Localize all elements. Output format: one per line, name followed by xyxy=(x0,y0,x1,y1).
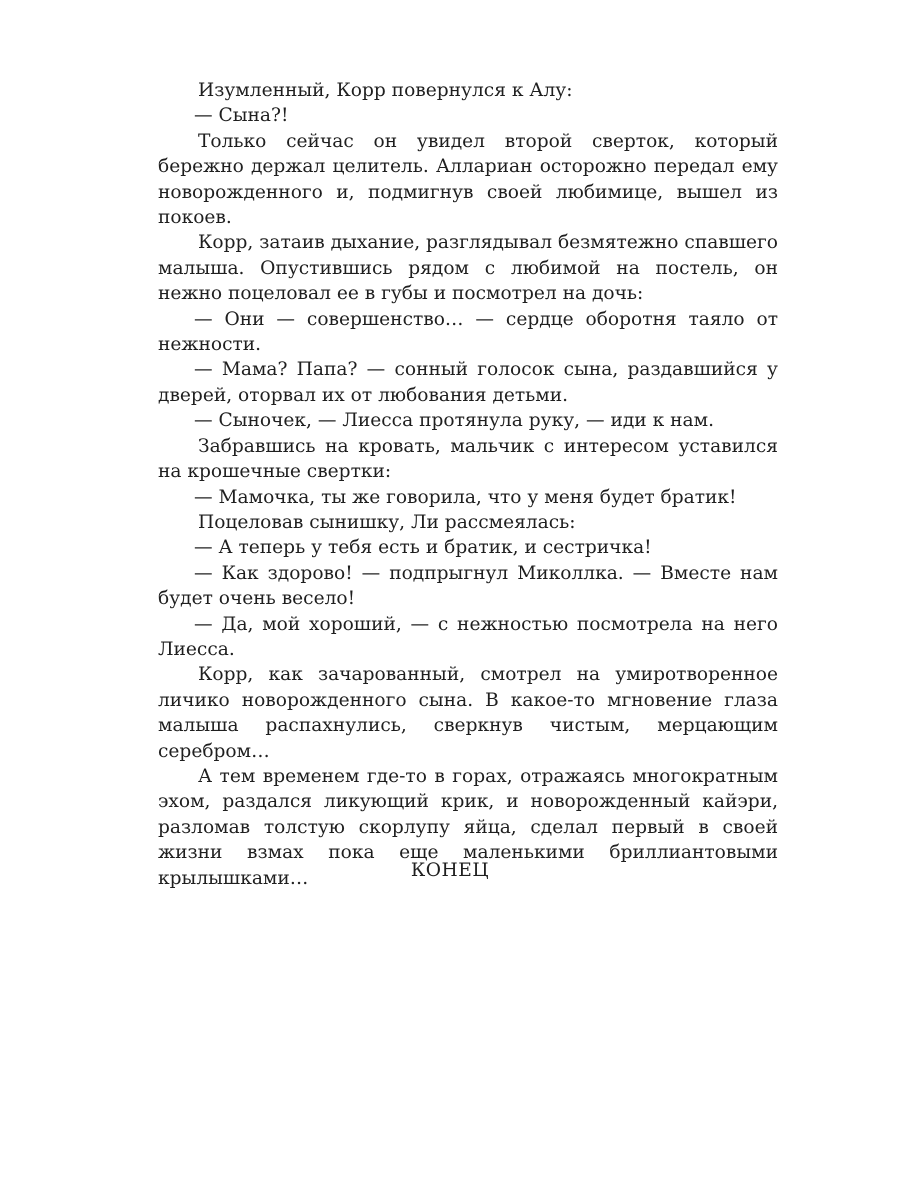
paragraph-4: Корр, затаив дыхание, разглядывал безмятежно спавшего малыша. Опустившись рядом с любимой на постель, он нежно поцеловал ее в губы и посмотрел на дочь: xyxy=(158,232,778,305)
story-text xyxy=(158,78,778,891)
paragraph-15: А тем временем где-то в горах, отражаясь многократным эхом, раздался ликующий крик, и новорожденный кайэри, разломав толстую скорлупу яйца, сделал первый в своей жизни взмах пока еще маленькими бриллиантовыми крылышками… xyxy=(158,765,778,889)
paragraph-13: — Да, мой хороший, — с нежностью посмотрела на него Лиесса. xyxy=(158,613,778,660)
paragraph-7: — Сыночек, — Лиесса протянула руку, — иди к нам. xyxy=(194,410,714,432)
paragraph-10: Поцеловав сынишку, Ли рассмеялась: xyxy=(198,511,576,533)
paragraph-11: — А теперь у тебя есть и братик, и сестричка! xyxy=(194,537,652,559)
paragraph-14: Корр, как зачарованный, смотрел на умиротворенное личико новорожденного сына. В какое-то мгновение глаза малыша распахнулись, сверкнув чистым, мерцающим серебром… xyxy=(158,664,778,762)
paragraph-3: Только сейчас он увидел второй сверток, который бережно держал целитель. Аллариан осторожно передал ему новорожденного и, подмигнув своей любимице, вышел из покоев. xyxy=(158,130,778,229)
paragraph-1: Изумленный, Корр повернулся к Алу: xyxy=(198,80,573,101)
paragraph-12: — Как здорово! — подпрыгнул Миколлка. — Вместе нам будет очень весело! xyxy=(158,562,778,610)
paragraph-5: — Они — совершенство… — сердце оборотня таяло от нежности. xyxy=(158,308,778,356)
ending-title: КОНЕЦ xyxy=(410,860,490,881)
paragraph-6: — Мама? Папа? — сонный голосок сына, раздавшийся у дверей, оторвал их от любования детьми. xyxy=(158,359,778,406)
paragraph-2: — Сына?! xyxy=(194,105,289,127)
paragraph-9: — Мамочка, ты же говорила, что у меня будет братик! xyxy=(194,486,737,508)
paragraph-8: Забравшись на кровать, мальчик с интересом уставился на крошечные свертки: xyxy=(158,435,778,483)
